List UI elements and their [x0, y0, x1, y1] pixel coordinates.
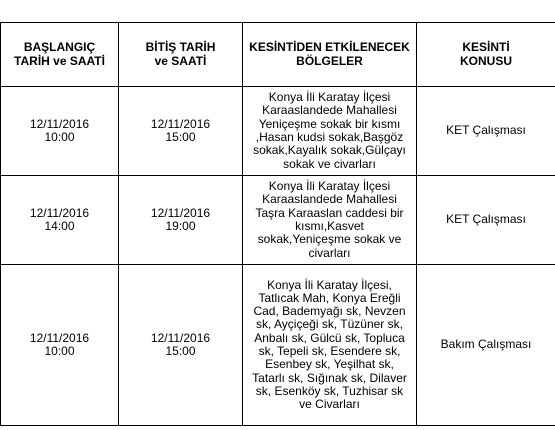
start-date: 12/11/2016 [29, 116, 90, 131]
area-line: Konya İli Karatay İlçesi [268, 179, 391, 194]
area-line: Karaaslandede Mahallesi [262, 192, 397, 207]
area-line: ve Civarları [299, 397, 360, 412]
header-end-datetime [119, 23, 243, 87]
table-row [1, 87, 555, 176]
header-areas-line2: BÖLGELER [296, 53, 363, 68]
area-line: sk, Esenköy sk, Tuzhisar sk [255, 383, 404, 398]
outage-subject: Bakım Çalışması [440, 337, 532, 352]
area-line: Konya İli Karatay İlçesi [268, 90, 391, 105]
affected-areas-cell [243, 176, 417, 265]
outage-subject: KET Çalışması [446, 123, 526, 138]
area-line: Esenbey sk, Yeşilhat sk, [265, 357, 394, 372]
area-line: sk, Ayçiçeği sk, Tüzüner sk, [256, 317, 403, 332]
end-time: 19:00 [165, 219, 196, 233]
area-line: Taşra Karaaslan caddesi bir [255, 205, 404, 220]
end-date: 12/11/2016 [150, 116, 211, 131]
area-line: Konya İli Karatay İlçesi, [267, 277, 392, 292]
end-datetime-cell [119, 176, 243, 265]
header-start-line2: TARİH ve SAATİ [14, 53, 105, 68]
area-line: Yeniçeşme sokak bir kısmı [258, 116, 401, 131]
end-time: 15:00 [165, 130, 196, 144]
table-row [1, 176, 555, 265]
area-line: Anbalı sk, Gülcü sk, Topluca [254, 330, 405, 345]
header-outage-subject [417, 23, 555, 87]
affected-areas-cell [243, 87, 417, 176]
outage-subject-cell [417, 87, 555, 176]
area-line: Tatlıcak Mah, Konya Ereğli [258, 290, 401, 305]
start-date: 12/11/2016 [29, 205, 90, 220]
area-line: Karaaslandede Mahallesi [262, 103, 397, 118]
start-datetime-cell [1, 87, 119, 176]
area-line: Cad, Bademyağı sk, Nevzen [253, 304, 406, 319]
start-datetime-cell [1, 265, 119, 426]
start-date: 12/11/2016 [29, 330, 90, 345]
header-end-line2: ve SAATİ [154, 53, 207, 68]
outage-subject-cell [417, 176, 555, 265]
area-line: sokak ve civarları [283, 156, 376, 171]
start-datetime-cell [1, 176, 119, 265]
end-time: 15:00 [165, 344, 196, 358]
end-datetime-cell [119, 87, 243, 176]
start-time: 10:00 [44, 344, 75, 358]
outage-subject-cell [417, 265, 555, 426]
area-line: sokak,Yeniçeşme sokak ve [257, 232, 402, 247]
end-date: 12/11/2016 [150, 330, 211, 345]
start-time: 14:00 [44, 219, 75, 233]
area-line: sk, Tepeli sk, Esendere sk, [258, 344, 401, 358]
header-end-line1: BİTİŞ TARİH [145, 40, 216, 55]
area-line: kısmı,Kasvet [295, 219, 364, 233]
end-date: 12/11/2016 [150, 205, 211, 220]
table-row [1, 265, 555, 426]
table-header-row [1, 23, 555, 87]
affected-areas-cell [243, 265, 417, 426]
header-start-datetime [1, 23, 119, 87]
outage-schedule-table [0, 22, 555, 426]
area-line: sokak,Kayalık sokak,Gülçayı [253, 143, 406, 158]
header-affected-areas [243, 23, 417, 87]
area-line: ,Hasan kudsi sokak,Başgöz [255, 130, 404, 144]
area-line: Tatarlı sk, Sığınak sk, Dilaver [252, 370, 407, 385]
end-datetime-cell [119, 265, 243, 426]
header-start-line1: BAŞLANGIÇ [23, 40, 96, 55]
header-subject-line1: KESİNTİ [462, 40, 510, 55]
header-subject-line2: KONUSU [459, 53, 512, 68]
start-time: 10:00 [44, 130, 75, 144]
area-line: civarları [308, 245, 351, 260]
outage-subject: KET Çalışması [446, 212, 526, 227]
header-areas-line1: KESİNTİDEN ETKİLENECEK [249, 40, 410, 55]
